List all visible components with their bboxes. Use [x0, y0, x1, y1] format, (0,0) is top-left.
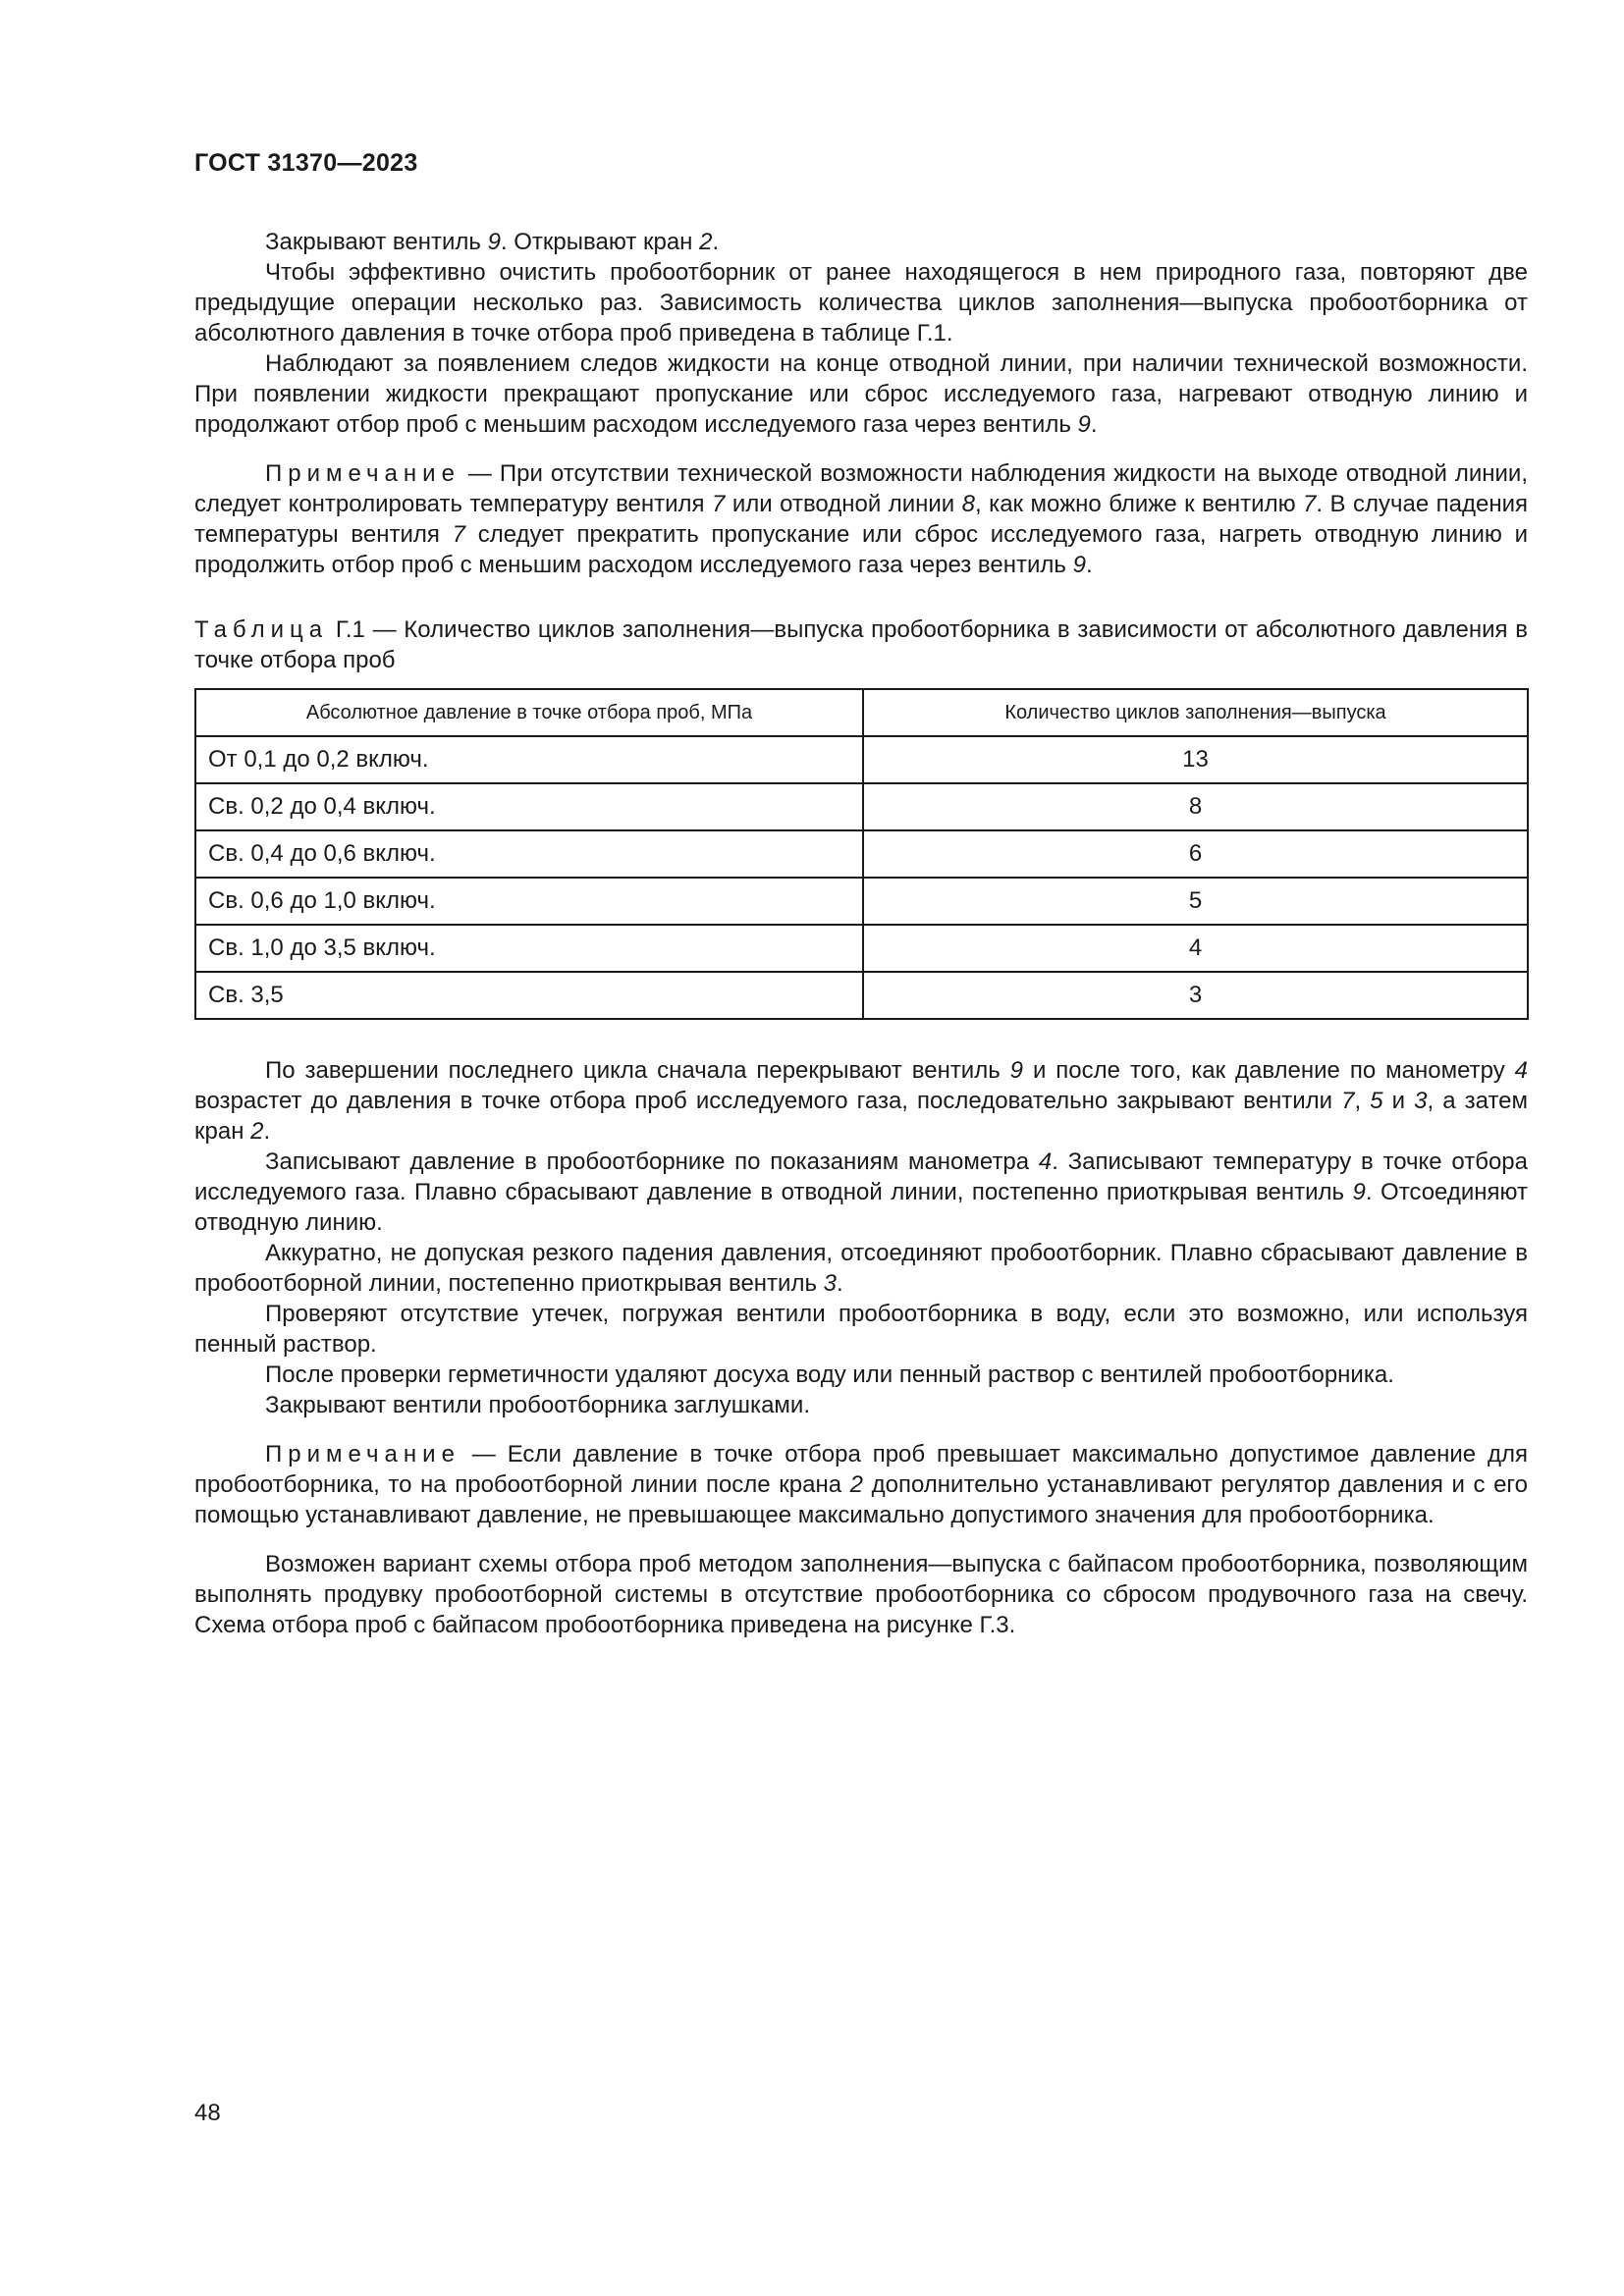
table-row: [195, 878, 1528, 925]
table-row: [195, 783, 1528, 830]
table-caption: Таблица Г.1 — Количество циклов заполнения—выпуска пробоотборника в зависимости от абсолютного давления в точке отбора проб: [194, 616, 1528, 673]
paragraph: Закрывают вентили пробоотборника заглушками.: [265, 1392, 810, 1418]
pressure-cell: Св. 0,6 до 1,0 включ.: [195, 878, 863, 925]
table-row: [195, 736, 1528, 783]
table-row: [195, 830, 1528, 878]
table-row: [195, 972, 1528, 1019]
table-header-cell: Количество циклов заполнения—выпуска: [863, 689, 1528, 736]
paragraph: После проверки герметичности удаляют досуха воду или пенный раствор с вентилей пробоотборника.: [265, 1362, 1394, 1388]
table-header-row: [195, 689, 1528, 736]
paragraph: Записывают давление в пробоотборнике по показаниям манометра 4. Записывают температуру в точке отбора исследуемого газа. Плавно сбрасывают давление в отводной линии, постепенно приоткрывая вентиль 9. Отсоединяют отводную линию.: [194, 1148, 1528, 1236]
paragraph: Проверяют отсутствие утечек, погружая вентили пробоотборника в воду, если это возможно, или используя пенный раствор.: [194, 1301, 1528, 1358]
paragraph: Возможен вариант схемы отбора проб методом заполнения—выпуска с байпасом пробоотборника, позволяющим выполнять продувку пробоотборной системы в отсутствие пробоотборника со сбросом продувочного газа на свечу. Схема отбора проб с байпасом пробоотборника приведена на рисунке Г.3.: [194, 1551, 1528, 1638]
table-caption-label: Таблица: [194, 616, 329, 643]
cycles-cell: 6: [863, 830, 1528, 878]
pressure-cell: Св. 3,5: [195, 972, 863, 1019]
paragraph: По завершении последнего цикла сначала перекрывают вентиль 9 и после того, как давление по манометру 4 возрастет до давления в точке отбора проб исследуемого газа, последовательно закрывают вентили 7, 5 и 3, а затем кран 2.: [194, 1057, 1529, 1145]
note-label: Примечание: [265, 460, 460, 487]
pressure-cell: Св. 0,4 до 0,6 включ.: [195, 830, 863, 878]
cycles-cell: 3: [863, 972, 1528, 1019]
pressure-cell: Св. 1,0 до 3,5 включ.: [195, 925, 863, 972]
note: Примечание — Если давление в точке отбора проб превышает максимально допустимое давление для пробоотборника, то на пробоотборной линии после крана 2 дополнительно устанавливают регулятор давления и с его помощью устанавливают давление, не превышающее максимально допустимого значения для пробоотборника.: [194, 1441, 1529, 1528]
text-block-bottom: [194, 1055, 1528, 1640]
paragraph: Закрывают вентиль 9. Открывают кран 2.: [265, 229, 720, 255]
pressure-cell: Св. 0,2 до 0,4 включ.: [195, 783, 863, 830]
document-header: ГОСТ 31370—2023: [194, 149, 418, 177]
paragraph: Наблюдают за появлением следов жидкости на конце отводной линии, при наличии технической возможности. При появлении жидкости прекращают пропускание или сброс исследуемого газа, нагревают отводную линию и продолжают отбор проб с меньшим расходом исследуемого газа через вентиль 9.: [194, 350, 1528, 438]
cycles-cell: 13: [863, 736, 1528, 783]
table-header-cell: Абсолютное давление в точке отбора проб, МПа: [195, 689, 863, 736]
paragraph: Чтобы эффективно очистить пробоотборник от ранее находящегося в нем природного газа, повторяют две предыдущие операции несколько раз. Зависимость количества циклов заполнения—выпуска пробоотборника от абсолютного давления в точке отбора проб приведена в таблице Г.1.: [194, 259, 1528, 347]
table-row: [195, 925, 1528, 972]
cycles-cell: 4: [863, 925, 1528, 972]
note: Примечание — При отсутствии технической возможности наблюдения жидкости на выходе отводной линии, следует контролировать температуру вентиля 7 или отводной линии 8, как можно ближе к вентилю 7. В случае падения температуры вентиля 7 следует прекратить пропускание или сброс исследуемого газа, нагреть отводную линию и продолжить отбор проб с меньшим расходом исследуемого газа через вентиль 9.: [194, 460, 1529, 578]
pressure-cell: От 0,1 до 0,2 включ.: [195, 736, 863, 783]
page-number: 48: [194, 2100, 221, 2126]
cycles-table: [194, 688, 1529, 1020]
cycles-cell: 5: [863, 878, 1528, 925]
text-block-top: [194, 227, 1528, 580]
cycles-cell: 8: [863, 783, 1528, 830]
note-label: Примечание: [265, 1441, 460, 1468]
paragraph: Аккуратно, не допуская резкого падения давления, отсоединяют пробоотборник. Плавно сбрасывают давление в пробоотборной линии, постепенно приоткрывая вентиль 3.: [194, 1240, 1528, 1297]
